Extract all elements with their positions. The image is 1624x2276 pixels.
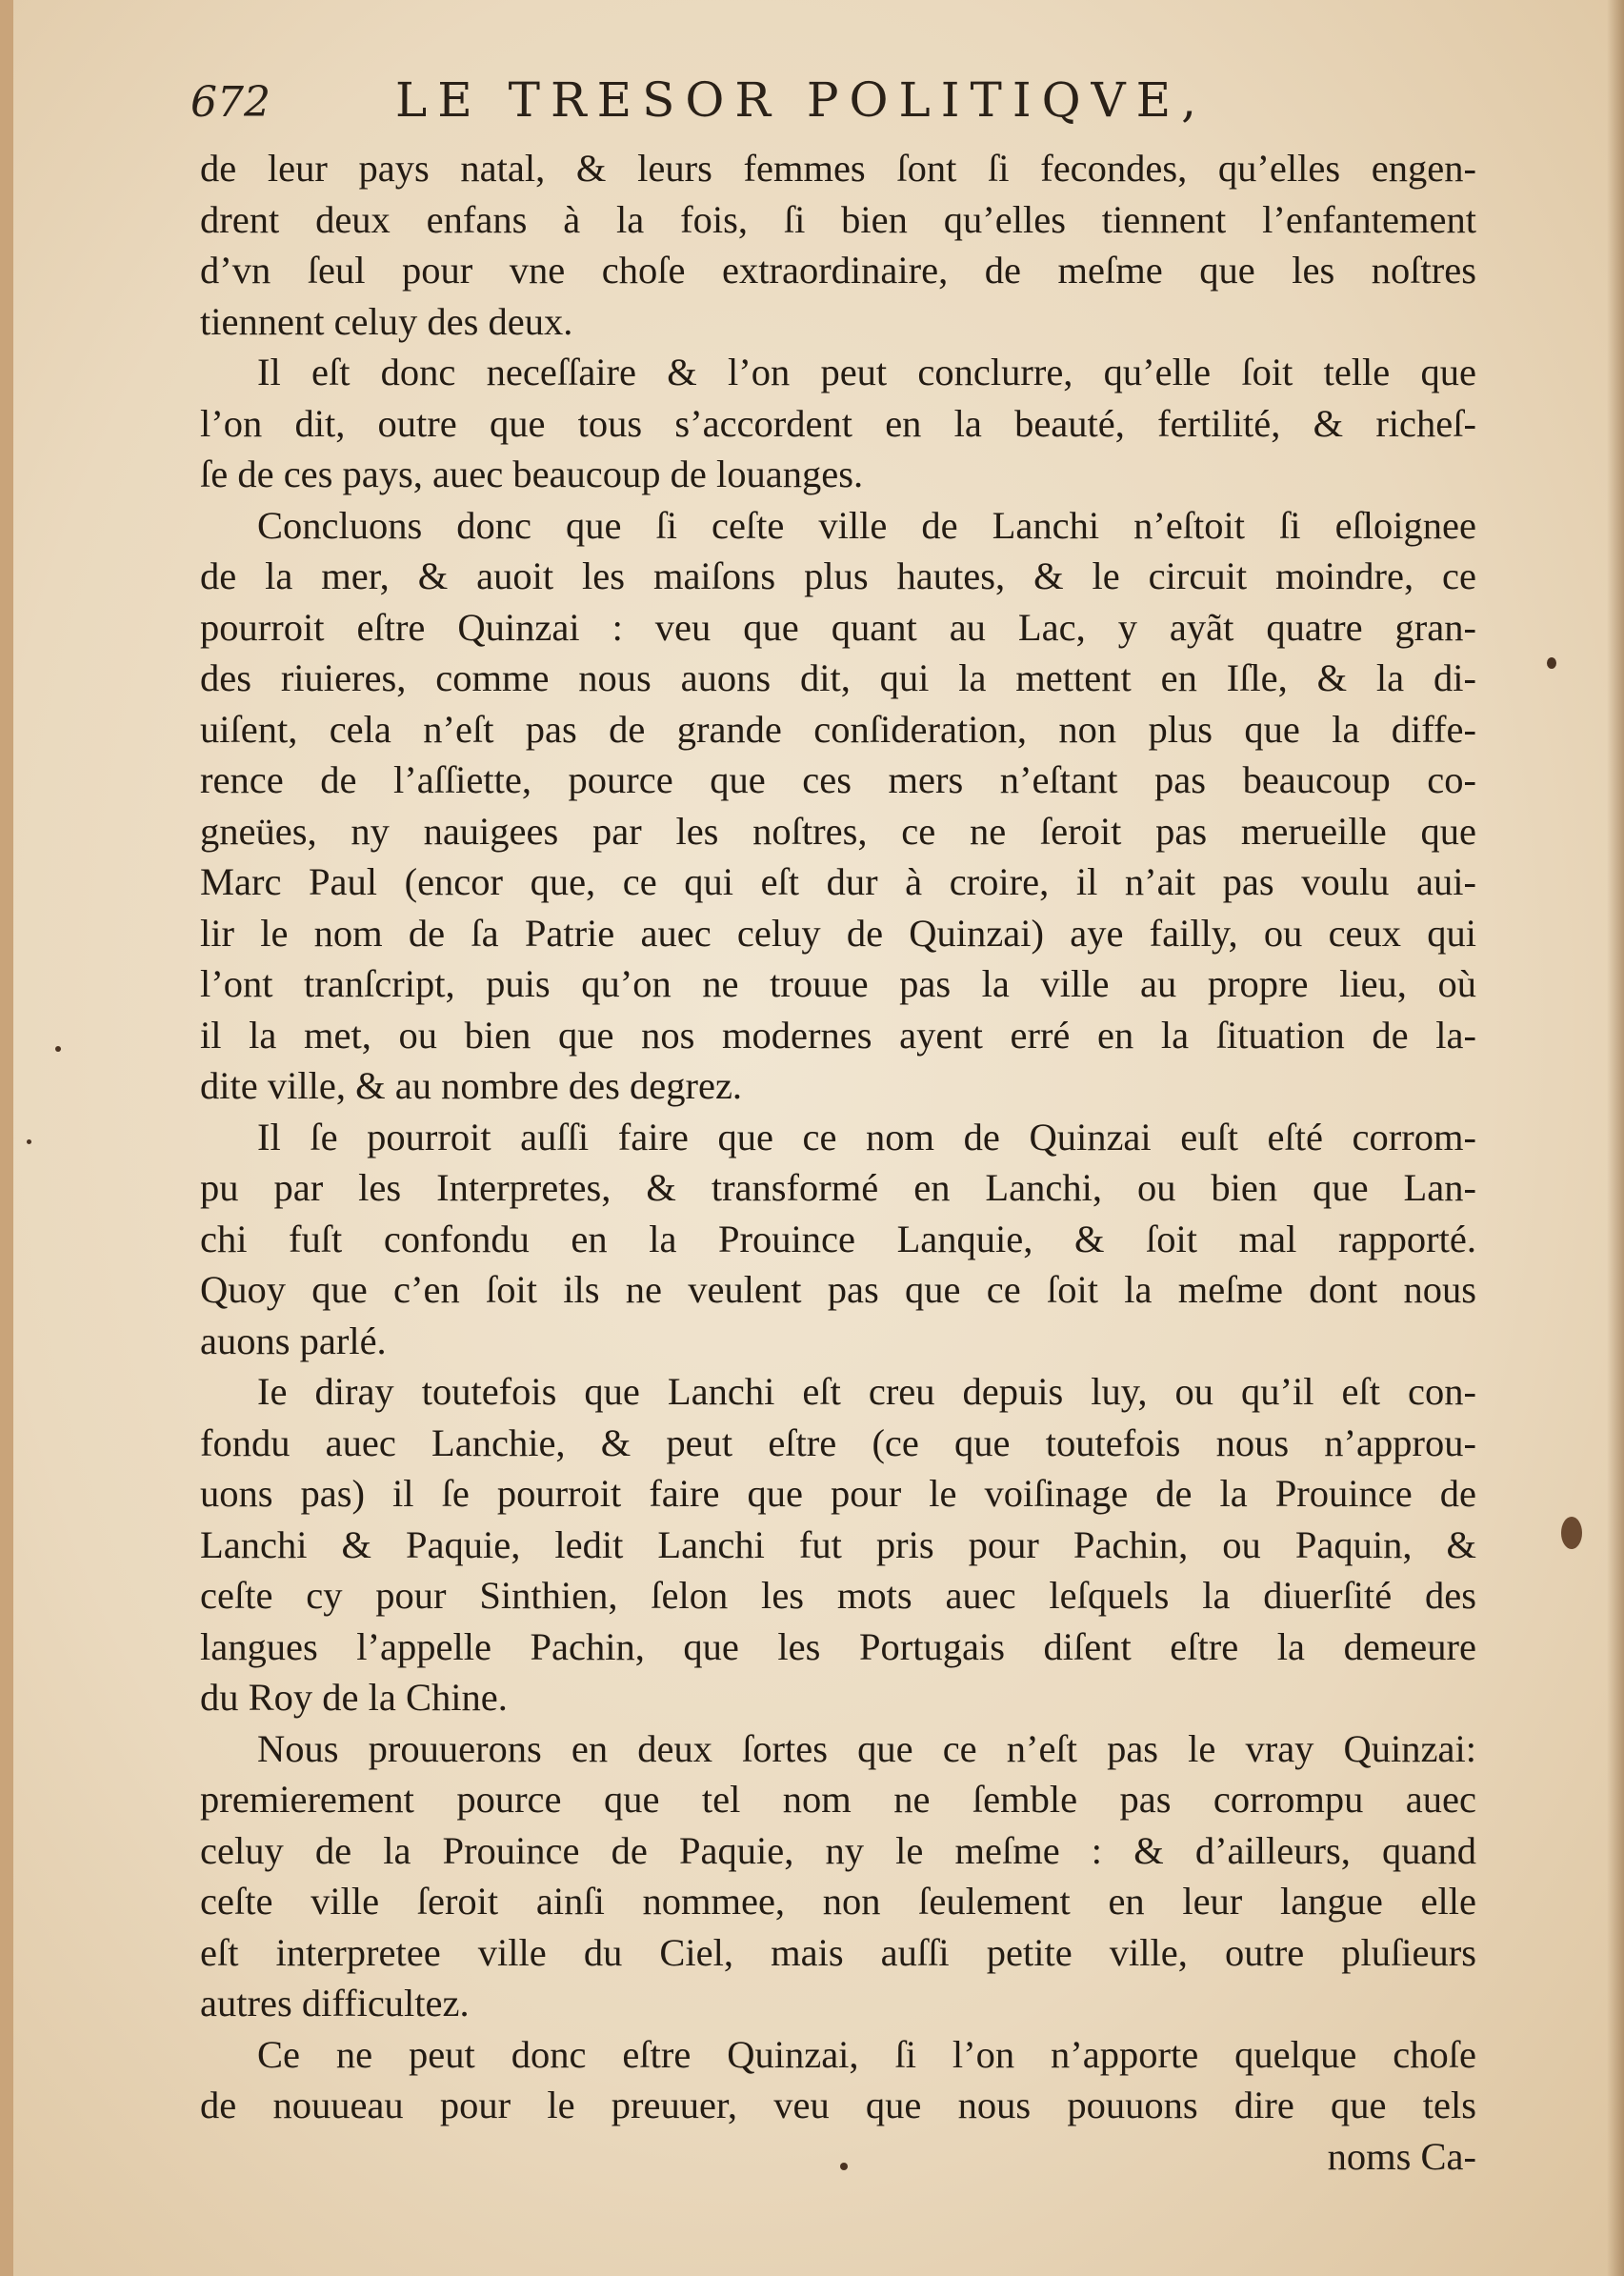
text-line: gneües, ny nauigees par les noſtres, ce ne ſeroit pas merueille que: [200, 809, 1476, 853]
paragraph-start-line: Nous prouuerons en deux ſortes que ce n’eſt pas le vray Quinzai:: [257, 1726, 1476, 1770]
ink-blot: [27, 1139, 31, 1144]
running-head: LE TRESOR POLITIQVE,: [395, 72, 1208, 128]
text-line: uons pas) il ſe pourroit faire que pour le voiſinage de la Prouince de: [200, 1472, 1476, 1515]
text-line: Lanchi & Paquie, ledit Lanchi fut pris pour Pachin, ou Paquin, &: [200, 1522, 1476, 1566]
paragraph-start-line: Il eſt donc neceſſaire & l’on peut conclurre, qu’elle ſoit telle que: [257, 351, 1476, 393]
text-line: Marc Paul (encor que, ce qui eſt dur à croire, il n’ait pas voulu aui-: [200, 860, 1476, 903]
text-line: de nouueau pour le preuuer, veu que nous pouuons dire que tels: [200, 2084, 1476, 2126]
text-line: des riuieres, comme nous auons dit, qui la mettent en Iſle, & la di-: [200, 656, 1476, 699]
text-line: de leur pays natal, & leurs femmes ſont ſi fecondes, qu’elles engen-: [200, 147, 1476, 190]
text-line: l’on dit, outre que tous s’accordent en la beauté, fertilité, & richeſ-: [200, 401, 1476, 445]
text-line: l’ont tranſcript, puis qu’on ne trouue pas la ville au propre lieu, où: [200, 962, 1476, 1005]
page-edge-shadow: [1607, 0, 1624, 2276]
text-line: de la mer, & auoit les maiſons plus hautes, & le circuit moindre, ce: [200, 554, 1476, 597]
page-header: [181, 67, 1286, 143]
text-line: ceſte ville ſeroit ainſi nommee, non ſeulement en leur langue elle: [200, 1880, 1476, 1923]
paragraph-start-line: Ce ne peut donc eſtre Quinzai, ſi l’on n’apporte quelque choſe: [257, 2032, 1476, 2076]
text-line: auons parlé.: [200, 1319, 387, 1362]
book-page: [13, 0, 1624, 2276]
ink-blot: [840, 2163, 848, 2170]
paragraph-start-line: Il ſe pourroit auſſi faire que ce nom de Quinzai euſt eſté corrom-: [257, 1115, 1476, 1158]
text-line: pu par les Interpretes, & transformé en Lanchi, ou bien que Lan-: [200, 1166, 1476, 1209]
body-text: [200, 143, 1476, 2182]
text-line: il la met, ou bien que nos modernes ayent erré en la ſituation de la-: [200, 1013, 1476, 1057]
text-line: du Roy de la Chine.: [200, 1676, 508, 1719]
text-line: tiennent celuy des deux.: [200, 299, 573, 343]
text-line: drent deux enfans à la fois, ſi bien qu’elles tiennent l’enfantement: [200, 197, 1476, 241]
text-line: pourroit eſtre Quinzai : veu que quant au Lac, y ayãt quatre gran-: [200, 605, 1476, 649]
text-line: d’vn ſeul pour vne choſe extraordinaire, de meſme que les noſtres: [200, 249, 1476, 292]
ink-blot: [1547, 657, 1556, 669]
text-line: premierement pource que tel nom ne ſemble pas corrompu auec: [200, 1778, 1476, 1821]
text-line: rence de l’aſſiette, pource que ces mers n’eſtant pas beaucoup co-: [200, 758, 1476, 801]
page-number: 672: [190, 78, 271, 127]
text-line: dite ville, & au nombre des degrez.: [200, 1064, 743, 1107]
text-line: ſe de ces pays, auec beaucoup de louanges.: [200, 453, 864, 495]
text-line: autres difficultez.: [200, 1982, 470, 2024]
text-line: lir le nom de ſa Patrie auec celuy de Quinzai) aye failly, ou ceux qui: [200, 911, 1476, 955]
paragraph-start-line: Concluons donc que ſi ceſte ville de Lanchi n’eſtoit ſi eſloignee: [257, 503, 1476, 547]
text-line: langues l’appelle Pachin, que les Portugais diſent eſtre la demeure: [200, 1624, 1476, 1668]
text-line: chi fuſt confondu en la Prouince Lanquie, & ſoit mal rapporté.: [200, 1217, 1476, 1260]
catchword-line: noms Ca-: [1327, 2134, 1476, 2178]
text-line: uiſent, cela n’eſt pas de grande conſideration, non plus que la diffe-: [200, 707, 1476, 751]
text-line: Quoy que c’en ſoit ils ne veulent pas que ce ſoit la meſme dont nous: [200, 1268, 1476, 1311]
text-line: eſt interpretee ville du Ciel, mais auſſi petite ville, outre pluſieurs: [200, 1930, 1476, 1974]
ink-blot: [55, 1046, 61, 1052]
paragraph-start-line: Ie diray toutefois que Lanchi eſt creu depuis luy, ou qu’il eſt con-: [257, 1370, 1476, 1413]
text-line: celuy de la Prouince de Paquie, ny le meſme : & d’ailleurs, quand: [200, 1828, 1476, 1872]
ink-blot: [1561, 1517, 1582, 1549]
text-line: ceſte cy pour Sinthien, ſelon les mots auec leſquels la diuerſité des: [200, 1574, 1476, 1617]
text-line: fondu auec Lanchie, & peut eſtre (ce que toutefois nous n’approu-: [200, 1420, 1476, 1464]
